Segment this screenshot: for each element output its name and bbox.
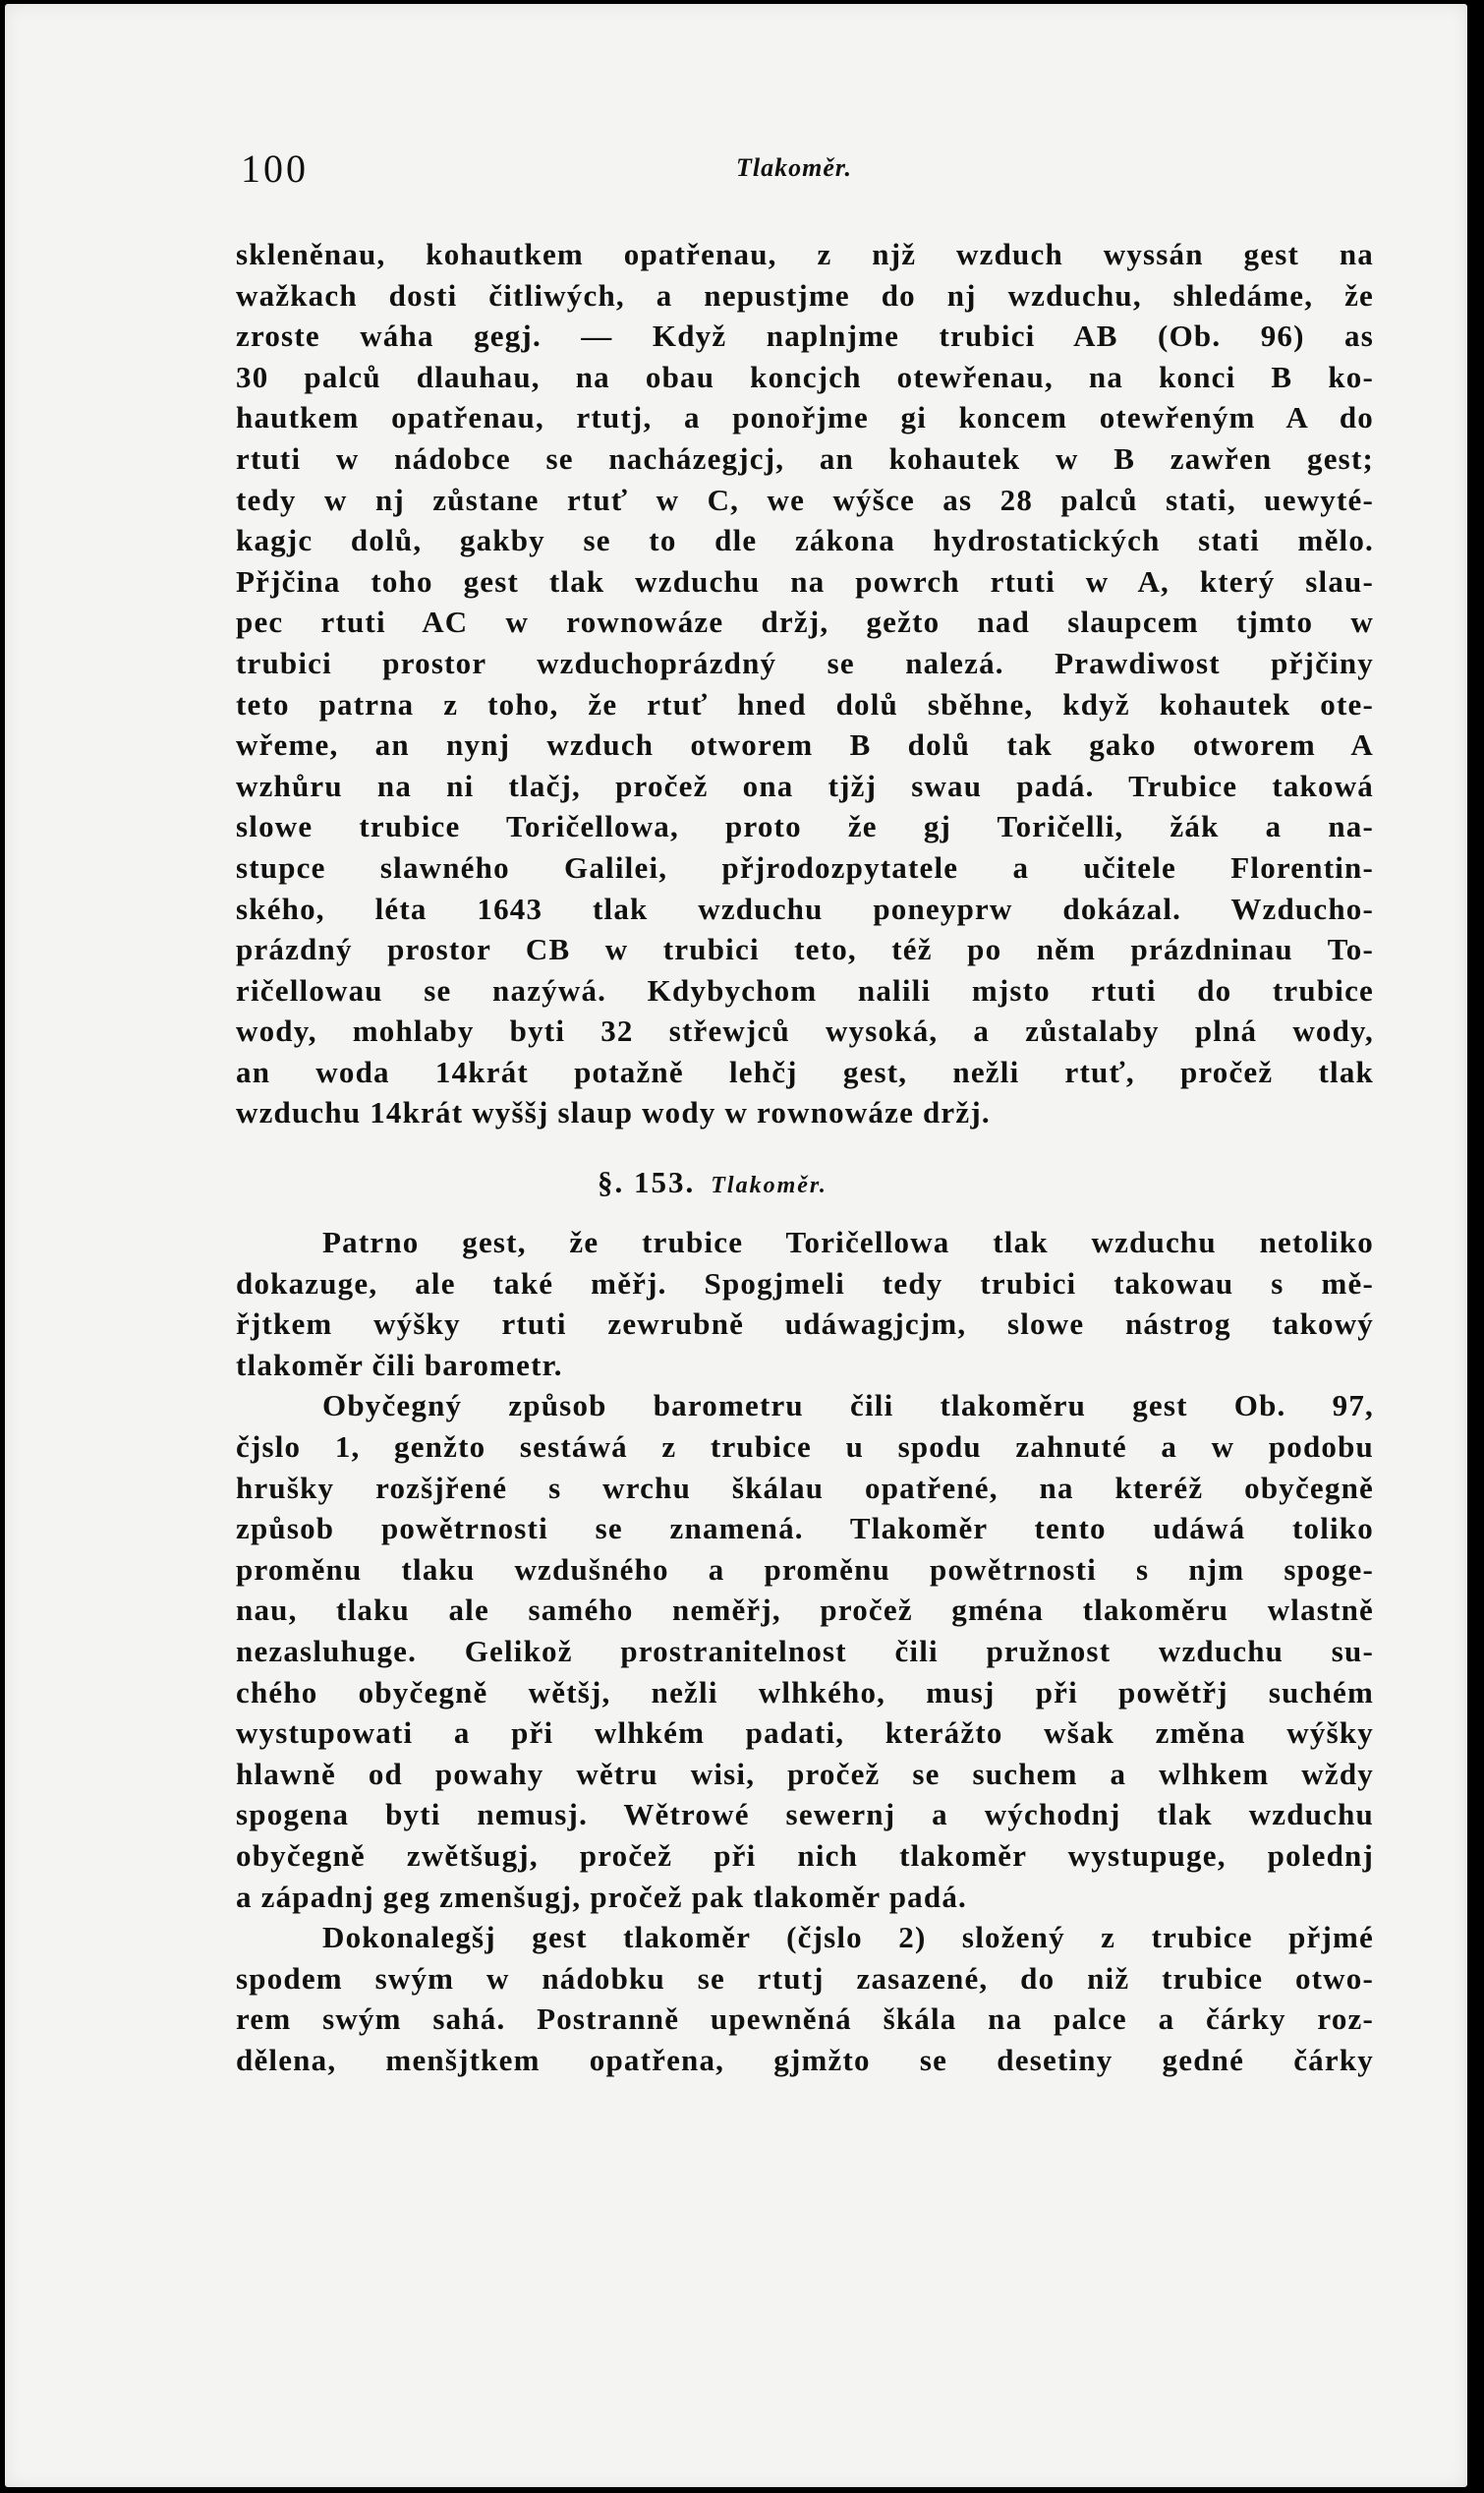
text-line: Patrno gest, že trubice Toričellowa tlak wzduchu netoliko [322, 1225, 1374, 1260]
text-line: wody, mohlaby byti 32 střewjců wysoká, a zůstalaby plná wody, [236, 1014, 1374, 1049]
text-line: 30 palců dlauhau, na obau koncjch otewřenau, na konci B ko- [236, 359, 1374, 394]
text-line: wzduchu 14krát wyššj slaup wody w rownowáze držj. [236, 1095, 991, 1131]
body-text [236, 234, 1374, 2081]
paragraph-barometric-principle [236, 234, 1374, 1133]
text-line: rtuti w nádobce se nacházegjcj, an kohautek w B zawřen gest; [236, 440, 1374, 476]
text-line: hrušky rozšjřené s wrchu škálau opatřené, na kteréž obyčegně [236, 1470, 1374, 1505]
text-line: řjtkem wýšky rtuti zewrubně udáwagjcjm, slowe nástrog takowý [236, 1306, 1374, 1342]
text-line: tedy w nj zůstane rtuť w C, we wýšce as 28 palců stati, uewyté- [236, 482, 1374, 517]
paragraph-common-barometer [236, 1385, 1374, 1917]
text-line: zroste wáha gegj. — Když naplnjme trubici AB (Ob. 96) as [236, 319, 1374, 354]
text-line: Obyčegný způsob barometru čili tlakoměru gest Ob. 97, [322, 1388, 1374, 1423]
text-line: slowe trubice Toričellowa, proto že gj Toričelli, žák a na- [236, 809, 1374, 844]
text-line: spodem swým w nádobku se rtutj zasazené, do niž trubice otwo- [236, 1960, 1374, 1996]
text-line: skleněnau, kohautkem opatřenau, z njž wzduch wyssán gest na [236, 237, 1374, 271]
paragraph-barometer-definition [236, 1222, 1374, 1385]
text-line: ričellowau se nazýwá. Kdybychom nalili mjsto rtuti do trubice [236, 972, 1374, 1008]
text-line: nau, tlaku ale samého neměřj, pročež gména tlakoměru wlastně [236, 1593, 1374, 1628]
text-line: nezasluhuge. Gelikož prostranitelnost čili pružnost wzduchu su- [236, 1634, 1374, 1668]
text-line: pec rtuti AC w rownowáze držj, gežto nad slaupcem tjmto w [236, 605, 1374, 640]
text-line: trubici prostor wzduchoprázdný se nalezá. Prawdiwost přjčiny [236, 645, 1374, 680]
text-line: tlakoměr čili barometr. [236, 1347, 563, 1382]
text-line: rem swým sahá. Postranně upewněná škála na palce a čárky roz- [236, 2001, 1374, 2037]
text-line: wystupowati a při wlhkém padati, kterážto wšak změna wýšky [236, 1715, 1374, 1751]
paragraph-perfect-barometer [236, 1917, 1374, 2080]
section-number: §. 153. [598, 1165, 696, 1200]
text-line: wzhůru na ni tlačj, pročež ona tjžj swau padá. Trubice takowá [236, 768, 1374, 803]
text-line: wažkach dosti čitliwých, a nepustjme do nj wzduchu, shledáme, že [236, 277, 1374, 313]
text-line: teto patrna z toho, že rtuť hned dolů sběhne, když kohautek ote- [236, 686, 1374, 722]
text-line: obyčegně zwětšugj, pročež při nich tlakoměr wystupuge, polednj [236, 1837, 1374, 1873]
text-line: stupce slawného Galilei, přjrodozpytatele a učitele Florentin- [236, 849, 1374, 885]
text-line: hlawně od powahy wětru wisi, pročež se suchem a wlhkem wždy [236, 1756, 1374, 1791]
text-line: wřeme, an nynj wzduch otworem B dolů tak gako otworem A [236, 727, 1374, 763]
text-line: hautkem opatřenau, rtutj, a ponořjme gi koncem otewřeným A do [236, 400, 1374, 435]
page-number: 100 [241, 146, 309, 191]
text-line: dělena, menšjtkem opatřena, gjmžto se desetiny gedné čárky [236, 2042, 1374, 2077]
text-line: způsob powětrnosti se znamená. Tlakoměr tento udáwá toliko [236, 1511, 1374, 1546]
text-line: Dokonalegšj gest tlakoměr (čjslo 2) složený z trubice přjmé [322, 1920, 1374, 1955]
running-head: Tlakoměr. [736, 153, 853, 182]
page-header [241, 145, 1273, 195]
text-line: spogena byti nemusj. Wětrowé sewernj a wýchodnj tlak wzduchu [236, 1797, 1374, 1832]
section-title: Tlakoměr. [711, 1173, 828, 1199]
text-line: an woda 14krát potažně lehčj gest, nežli rtuť, pročež tlak [236, 1054, 1374, 1089]
section-heading [236, 1161, 1374, 1204]
text-line: prázdný prostor CB w trubici teto, též po něm prázdninau To- [236, 932, 1374, 967]
text-line: ského, léta 1643 tlak wzduchu poneyprw dokázal. Wzducho- [236, 891, 1374, 926]
text-line: dokazuge, ale také měřj. Spogjmeli tedy trubici takowau s mě- [236, 1265, 1374, 1301]
text-line: kagjc dolů, gakby se to dle zákona hydrostatických stati mělo. [236, 523, 1374, 558]
text-line: proměnu tlaku wzdušného a proměnu powětrnosti s njm spoge- [236, 1551, 1374, 1587]
text-line: Přjčina toho gest tlak wzduchu na powrch rtuti w A, který slau- [236, 563, 1374, 599]
text-line: a západnj geg zmenšugj, pročež pak tlakoměr padá. [236, 1879, 967, 1914]
text-line: čjslo 1, genžto sestáwá z trubice u spodu zahnuté a w podobu [236, 1429, 1374, 1465]
text-line: chého obyčegně wětšj, nežli wlhkého, musj při powětřj suchém [236, 1674, 1374, 1710]
